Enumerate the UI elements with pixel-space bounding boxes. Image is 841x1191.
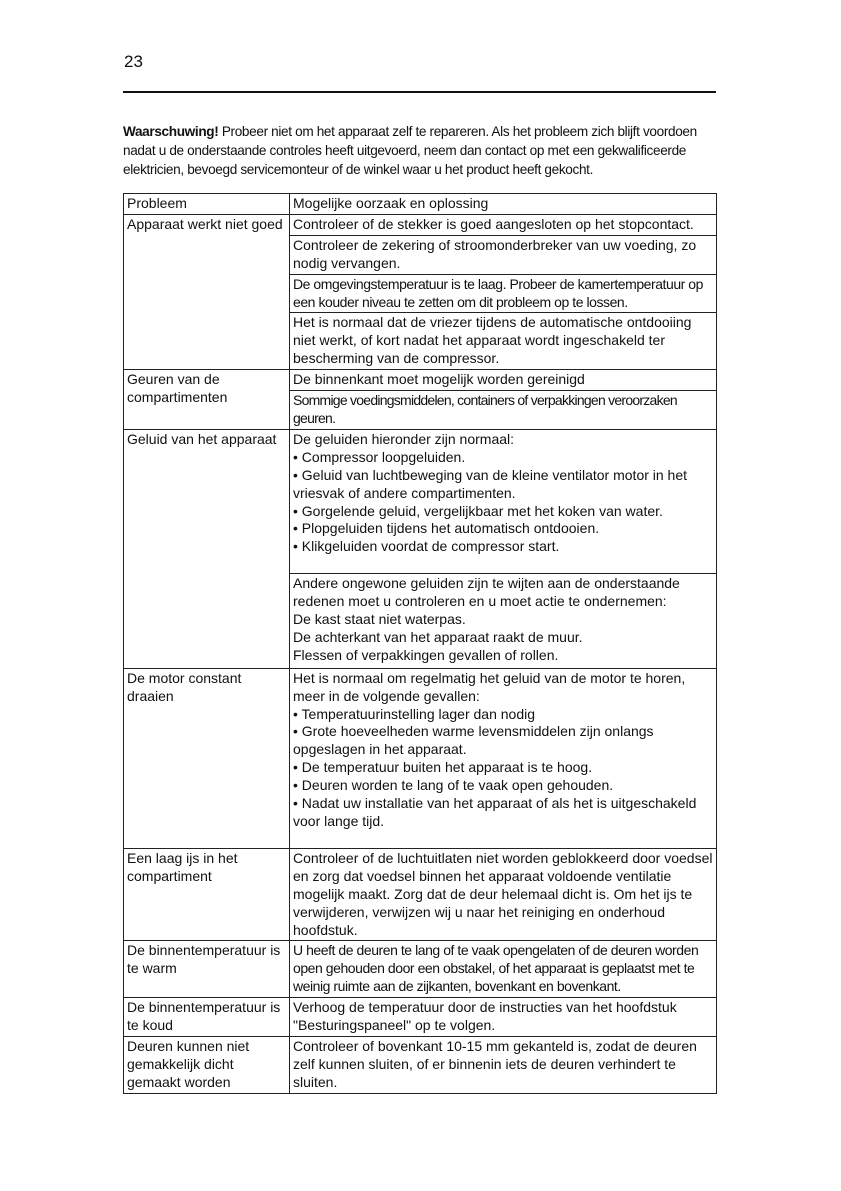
solution-cell (290, 668, 717, 848)
solution-cell: U heeft de deuren te lang of te vaak opengelaten of de deuren worden open gehouden door een obstakel, of het apparaat is geplaatst met te weinig ruimte aan de zijkanten, bovenkant en bovenkant. (290, 941, 717, 998)
problem-cell: Geuren van de compartimenten (124, 370, 290, 430)
table-row (124, 370, 717, 391)
problem-cell: De motor constant draaien (124, 668, 290, 848)
solution-line: • Gorgelende geluid, vergelijkbaar met het koken van water. (293, 502, 663, 519)
solution-cell: De omgevingstemperatuur is te laag. Probeer de kamertemperatuur op een kouder niveau te zetten om dit probleem op te lossen. (290, 274, 717, 313)
solution-line: • Plopgeluiden tijdens het automatisch ontdooien. (293, 520, 600, 537)
solution-line: • Compressor loopgeluiden. (293, 448, 466, 465)
solution-cell (290, 574, 717, 669)
warning-label: Waarschuwing! (123, 124, 219, 139)
solution-line: • De temperatuur buiten het apparaat is te hoog. (293, 759, 593, 776)
problem-cell: De binnentemperatuur is te warm (124, 941, 290, 998)
solution-cell: Sommige voedingsmiddelen, containers of verpakkingen veroorzaken geuren. (290, 391, 717, 430)
header-divider (123, 91, 716, 93)
header-solution: Mogelijke oorzaak en oplossing (290, 194, 717, 215)
solution-line: Andere ongewone geluiden zijn te wijten aan de onderstaande redenen moet u controleren en u moet actie te ondernemen: (293, 575, 680, 610)
table-row (124, 429, 717, 573)
problem-cell: De binnentemperatuur is te koud (124, 998, 290, 1037)
solution-line: Flessen of verpakkingen gevallen of rollen. (293, 646, 559, 663)
solution-line: • Grote hoeveelheden warme levensmiddelen zijn onlangs opgeslagen in het apparaat. (293, 723, 654, 758)
solution-cell: Het is normaal dat de vriezer tijdens de automatische ontdooiing niet werkt, of kort nadat het apparaat wordt ingeschakeld ter bescherming van de compressor. (290, 313, 717, 370)
problem-cell: Geluid van het apparaat (124, 429, 290, 668)
solution-cell (290, 429, 717, 573)
table-row (124, 998, 717, 1037)
solution-cell: Controleer of de luchtuitlaten niet worden geblokkeerd door voedsel en zorg dat voedsel binnen het apparaat voldoende ventilatie mogelijk maakt. Zorg dat de deur helemaal dicht is. Om het ijs te verwijderen, verwijzen wij u naar het reiniging en onderhoud hoofdstuk. (290, 848, 717, 941)
problem-cell: Deuren kunnen niet gemakkelijk dicht gemaakt worden (124, 1036, 290, 1093)
table-row (124, 214, 717, 235)
troubleshooting-table (123, 193, 717, 1094)
warning-paragraph (123, 122, 723, 179)
solution-line: De achterkant van het apparaat raakt de muur. (293, 628, 583, 645)
solution-line: • Geluid van luchtbeweging van de kleine ventilator motor in het vriesvak of andere compartimenten. (293, 466, 688, 501)
solution-cell: Controleer de zekering of stroomonderbreker van uw voeding, zo nodig vervangen. (290, 235, 717, 274)
solution-cell: De binnenkant moet mogelijk worden gereinigd (290, 370, 717, 391)
header-problem: Probleem (124, 194, 290, 215)
table-row (124, 668, 717, 848)
table-row (124, 848, 717, 941)
page-number: 23 (124, 52, 143, 71)
solution-line: • Deuren worden te lang of te vaak open gehouden. (293, 777, 614, 794)
table-row (124, 941, 717, 998)
problem-cell: Apparaat werkt niet goed (124, 214, 290, 369)
solution-cell: Verhoog de temperatuur door de instructies van het hoofdstuk "Besturingspaneel" op te volgen. (290, 998, 717, 1037)
solution-line: Het is normaal om regelmatig het geluid van de motor te horen, meer in de volgende gevallen: (293, 669, 686, 704)
solution-line: • Nadat uw installatie van het apparaat of als het is uitgeschakeld voor lange tijd. (293, 795, 697, 829)
solution-line: • Klikgeluiden voordat de compressor start. (293, 538, 560, 555)
problem-cell: Een laag ijs in het compartiment (124, 848, 290, 941)
solution-line: De kast staat niet waterpas. (293, 611, 466, 628)
table-row (124, 1036, 717, 1093)
solution-line: De geluiden hieronder zijn normaal: (293, 430, 515, 447)
table-header-row (124, 194, 717, 215)
solution-cell: Controleer of bovenkant 10-15 mm gekanteld is, zodat de deuren zelf kunnen sluiten, of er binnenin iets de deuren verhindert te sluiten. (290, 1036, 717, 1093)
solution-line: • Temperatuurinstelling lager dan nodig (293, 705, 536, 722)
solution-cell: Controleer of de stekker is goed aangesloten op het stopcontact. (290, 214, 717, 235)
warning-text: Probeer niet om het apparaat zelf te repareren. Als het probleem zich blijft voordoen nadat u de onderstaande controles heeft uitgevoerd, neem dan contact op met een gekwalificeerde elektricien, bevoegd servicemonteur of de winkel waar u het product heeft gekocht. (123, 124, 697, 177)
